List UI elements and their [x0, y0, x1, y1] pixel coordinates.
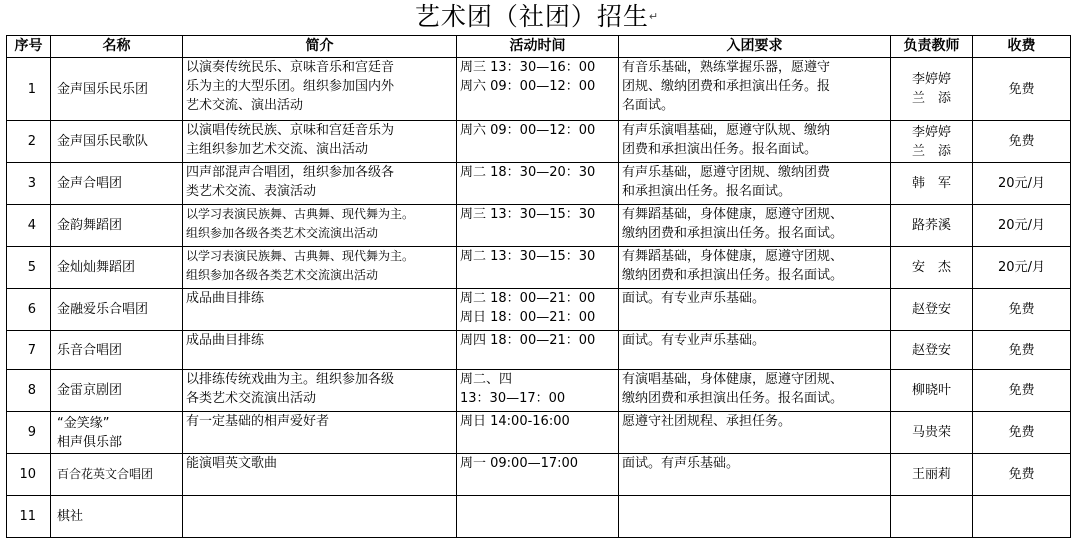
row-time-line: 周六 09：00—12：00	[460, 123, 596, 138]
row-requirement-line: 有音乐基础，熟练掌握乐器，愿遵守	[622, 60, 831, 75]
row-time-line: 周二 13：30—15：30	[460, 249, 596, 264]
table-row	[7, 331, 1071, 370]
row-name-line: 金声合唱团	[57, 176, 123, 191]
row-time	[457, 205, 619, 247]
row-intro-line: 类艺术交流、表演活动	[186, 184, 317, 199]
table-row	[7, 121, 1071, 163]
row-requirement	[619, 247, 891, 289]
row-teacher	[891, 289, 973, 331]
row-number: 7	[7, 331, 51, 370]
row-time-line: 周三 13：30—16：00	[460, 60, 596, 75]
row-teacher	[891, 454, 973, 496]
row-number: 10	[7, 454, 51, 496]
row-intro-line: 以演奏传统民乐、京味音乐和宫廷音	[186, 60, 395, 75]
table-row	[7, 205, 1071, 247]
row-name-line: 金韵舞蹈团	[57, 218, 123, 233]
table-row	[7, 370, 1071, 412]
row-intro	[183, 289, 457, 331]
row-intro-line: 能演唱英文歌曲	[186, 456, 278, 471]
row-teacher	[891, 58, 973, 121]
row-intro	[183, 331, 457, 370]
row-fee: 免费	[973, 454, 1071, 496]
header-name: 名称	[51, 36, 183, 58]
row-name	[51, 247, 183, 289]
row-intro-line: 乐为主的大型乐团。组织参加国内外	[186, 79, 395, 94]
row-teacher	[891, 121, 973, 163]
row-requirement	[619, 496, 891, 538]
recruitment-table	[6, 35, 1071, 538]
row-number: 3	[7, 163, 51, 205]
row-requirement	[619, 331, 891, 370]
row-number: 9	[7, 412, 51, 454]
row-time-line: 周二 18：00—21：00	[460, 291, 596, 306]
row-intro	[183, 496, 457, 538]
row-name	[51, 163, 183, 205]
row-intro-line: 以学习表演民族舞、古典舞、现代舞为主。	[186, 249, 415, 263]
table-row	[7, 496, 1071, 538]
row-number: 5	[7, 247, 51, 289]
row-teacher-line: 安 杰	[911, 260, 951, 275]
row-name-line: 相声俱乐部	[57, 434, 123, 450]
row-requirement-line: 面试。有专业声乐基础。	[622, 291, 766, 306]
row-requirement-line: 有声乐基础，愿遵守团规、缴纳团费	[622, 165, 831, 180]
row-teacher	[891, 496, 973, 538]
table-row	[7, 247, 1071, 289]
row-name	[51, 454, 183, 496]
row-time	[457, 370, 619, 412]
row-name-line: “金笑缘”	[57, 415, 110, 431]
row-intro-line: 以演唱传统民族、京味和宫廷音乐为	[186, 123, 395, 138]
row-name	[51, 205, 183, 247]
row-intro-line: 组织参加各级各类艺术交流演出活动	[186, 268, 379, 282]
row-requirement-line: 和承担演出任务。报名面试。	[622, 184, 792, 199]
row-name-line: 金灿灿舞蹈团	[57, 260, 136, 275]
row-intro-line: 有一定基础的相声爱好者	[186, 414, 330, 429]
row-requirement	[619, 370, 891, 412]
row-requirement	[619, 163, 891, 205]
row-time	[457, 247, 619, 289]
row-name-line: 棋社	[57, 509, 84, 524]
row-requirement	[619, 412, 891, 454]
row-name	[51, 331, 183, 370]
row-name	[51, 370, 183, 412]
row-requirement-line: 有舞蹈基础，身体健康，愿遵守团规、	[622, 249, 844, 264]
row-intro	[183, 121, 457, 163]
row-intro-line: 以学习表演民族舞、古典舞、现代舞为主。	[186, 207, 415, 221]
row-fee: 20元/月	[973, 205, 1071, 247]
row-intro	[183, 205, 457, 247]
row-time-line: 周日 14:00-16:00	[460, 414, 570, 429]
row-intro-line: 以排练传统戏曲为主。组织参加各级	[186, 372, 395, 387]
row-requirement-line: 缴纳团费和承担演出任务。报名面试。	[622, 391, 844, 406]
row-time-line: 周日 18：00—21：00	[460, 310, 596, 325]
row-time	[457, 289, 619, 331]
table-row	[7, 289, 1071, 331]
row-teacher	[891, 412, 973, 454]
row-teacher-line: 路荞溪	[911, 218, 951, 233]
row-time	[457, 331, 619, 370]
row-name	[51, 121, 183, 163]
row-name	[51, 496, 183, 538]
row-number: 4	[7, 205, 51, 247]
row-teacher	[891, 205, 973, 247]
row-time	[457, 163, 619, 205]
header-teacher: 负责教师	[891, 36, 973, 58]
header-no: 序号	[7, 36, 51, 58]
row-fee: 免费	[973, 58, 1071, 121]
row-name-line: 金声国乐民乐团	[57, 81, 149, 97]
row-teacher-line: 马贵荣	[911, 425, 951, 440]
row-intro	[183, 58, 457, 121]
row-intro-line: 成品曲目排练	[186, 291, 265, 306]
row-intro-line: 艺术交流、演出活动	[186, 98, 304, 113]
row-teacher	[891, 370, 973, 412]
row-intro	[183, 163, 457, 205]
row-time-line: 周二 18：30—20：30	[460, 165, 596, 180]
row-name	[51, 412, 183, 454]
row-requirement	[619, 454, 891, 496]
row-teacher-line: 兰 添	[911, 91, 951, 106]
row-number: 8	[7, 370, 51, 412]
row-teacher	[891, 331, 973, 370]
row-requirement-line: 面试。有专业声乐基础。	[622, 333, 766, 348]
row-intro-line: 主组织参加艺术交流、演出活动	[186, 142, 369, 157]
row-teacher-line: 王丽莉	[911, 467, 951, 482]
row-requirement	[619, 205, 891, 247]
row-requirement-line: 有演唱基础，身体健康，愿遵守团规、	[622, 372, 844, 387]
page-title: 艺术团（社团）招生↵	[414, 2, 660, 31]
row-fee: 免费	[973, 331, 1071, 370]
row-intro	[183, 412, 457, 454]
row-teacher-line: 韩 军	[911, 176, 951, 191]
row-intro	[183, 370, 457, 412]
row-requirement-line: 有舞蹈基础，身体健康，愿遵守团规、	[622, 207, 844, 222]
row-requirement-line: 团费和承担演出任务。报名面试。	[622, 142, 818, 157]
row-time	[457, 412, 619, 454]
row-fee: 免费	[973, 289, 1071, 331]
row-requirement-line: 面试。有声乐基础。	[622, 456, 740, 471]
row-number: 6	[7, 289, 51, 331]
row-requirement-line: 名面试。	[622, 98, 675, 113]
row-requirement	[619, 58, 891, 121]
row-requirement	[619, 121, 891, 163]
row-teacher	[891, 163, 973, 205]
row-requirement-line: 缴纳团费和承担演出任务。报名面试。	[622, 226, 844, 241]
row-name-line: 金雷京剧团	[57, 383, 123, 398]
row-name-line: 乐音合唱团	[57, 342, 123, 358]
row-fee: 免费	[973, 121, 1071, 163]
row-name-line: 金声国乐民歌队	[57, 134, 149, 149]
header-intro: 简介	[183, 36, 457, 58]
row-teacher	[891, 247, 973, 289]
row-fee: 免费	[973, 370, 1071, 412]
table-row	[7, 412, 1071, 454]
row-intro-line: 四声部混声合唱团，组织参加各级各	[186, 165, 395, 180]
table-row	[7, 58, 1071, 121]
row-number: 1	[7, 58, 51, 121]
row-requirement-line: 有声乐演唱基础，愿遵守队规、缴纳	[622, 123, 831, 138]
row-name-line: 百合花英文合唱团	[57, 467, 154, 481]
row-time-line: 周四 18：00—21：00	[460, 333, 596, 348]
row-teacher-line: 柳晓叶	[911, 383, 951, 398]
row-name	[51, 58, 183, 121]
row-fee	[973, 496, 1071, 538]
row-time-line: 13：30—17：00	[460, 391, 566, 406]
header-fee: 收费	[973, 36, 1071, 58]
row-name	[51, 289, 183, 331]
row-fee: 20元/月	[973, 247, 1071, 289]
row-intro	[183, 454, 457, 496]
row-time-line: 周六 09：00—12：00	[460, 79, 596, 94]
row-intro	[183, 247, 457, 289]
row-fee: 免费	[973, 412, 1071, 454]
row-intro-line: 成品曲目排练	[186, 333, 265, 348]
row-intro-line: 组织参加各级各类艺术交流演出活动	[186, 226, 379, 240]
row-requirement-line: 团规、缴纳团费和承担演出任务。报	[622, 79, 831, 94]
table-row	[7, 163, 1071, 205]
row-teacher-line: 赵登安	[911, 302, 951, 317]
row-teacher-line: 李婷婷	[911, 72, 951, 87]
row-number: 2	[7, 121, 51, 163]
header-requirement: 入团要求	[619, 36, 891, 58]
row-fee: 20元/月	[973, 163, 1071, 205]
row-requirement-line: 缴纳团费和承担演出任务。报名面试。	[622, 268, 844, 283]
row-teacher-line: 兰 添	[911, 143, 951, 159]
row-intro-line: 各类艺术交流演出活动	[186, 391, 317, 406]
header-time: 活动时间	[457, 36, 619, 58]
row-time	[457, 121, 619, 163]
row-requirement-line: 愿遵守社团规程、承担任务。	[622, 414, 792, 429]
row-time	[457, 58, 619, 121]
header-row	[7, 36, 1071, 58]
row-requirement	[619, 289, 891, 331]
row-time-line: 周三 13：30—15：30	[460, 207, 596, 222]
row-time-line: 周二、四	[460, 372, 513, 387]
table-row	[7, 454, 1071, 496]
row-time-line: 周一 09:00—17:00	[460, 456, 579, 471]
row-time	[457, 496, 619, 538]
row-number: 11	[7, 496, 51, 538]
row-teacher-line: 赵登安	[911, 342, 951, 358]
row-time	[457, 454, 619, 496]
row-teacher-line: 李婷婷	[911, 124, 951, 140]
row-name-line: 金融爱乐合唱团	[57, 302, 149, 317]
